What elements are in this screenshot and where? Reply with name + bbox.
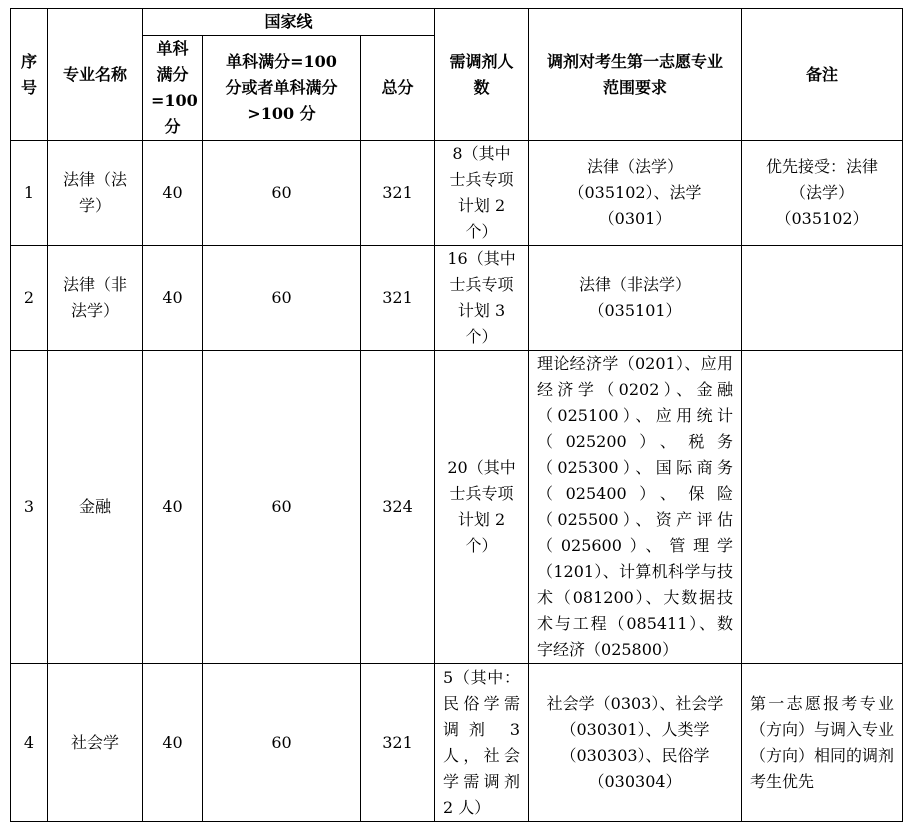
cell-need: 5（其中：民俗学需调剂 3 人，社会学需调剂 2 人）: [435, 664, 529, 822]
adjustment-table: [10, 8, 903, 822]
header-major: 专业名称: [48, 9, 143, 141]
cell-seq: 2: [11, 246, 48, 351]
cell-single-100: 40: [143, 351, 203, 664]
cell-single-gt100: 60: [203, 351, 361, 664]
header-remark: 备注: [742, 9, 903, 141]
table-row: [11, 246, 903, 351]
cell-scope: 社会学（0303）、社会学（030301）、人类学（030303）、民俗学（030304）: [529, 664, 742, 822]
cell-single-100: 40: [143, 664, 203, 822]
cell-major: 金融: [48, 351, 143, 664]
cell-total: 321: [361, 664, 435, 822]
cell-seq: 1: [11, 141, 48, 246]
cell-single-gt100: 60: [203, 141, 361, 246]
cell-major: 法律（法学）: [48, 141, 143, 246]
cell-total: 324: [361, 351, 435, 664]
cell-remark: 优先接受：法律（法学）（035102）: [742, 141, 903, 246]
cell-remark: [742, 246, 903, 351]
table-row: [11, 664, 903, 822]
header-row-1: [11, 9, 903, 36]
header-total: 总分: [361, 36, 435, 141]
cell-single-gt100: 60: [203, 664, 361, 822]
table-row: [11, 351, 903, 664]
cell-seq: 4: [11, 664, 48, 822]
cell-remark: [742, 351, 903, 664]
cell-total: 321: [361, 246, 435, 351]
cell-single-100: 40: [143, 246, 203, 351]
cell-need: 16（其中士兵专项计划 3 个）: [435, 246, 529, 351]
cell-single-gt100: 60: [203, 246, 361, 351]
cell-seq: 3: [11, 351, 48, 664]
header-seq: 序号: [11, 9, 48, 141]
cell-need: 20（其中士兵专项计划 2 个）: [435, 351, 529, 664]
header-national-line: 国家线: [143, 9, 435, 36]
cell-scope: 法律（法学）（035102）、法学（0301）: [529, 141, 742, 246]
cell-need: 8（其中士兵专项计划 2 个）: [435, 141, 529, 246]
cell-major: 法律（非法学）: [48, 246, 143, 351]
cell-scope: 理论经济学（0201）、应用经济学（0202）、金融（025100）、应用统计（025200）、税务（025300）、国际商务（025400）、保险（025500）、资产评估（025600）、管理学（1201）、计算机科学与技术（081200）、大数据技术与工程（085411）、数字经济（025800）: [529, 351, 742, 664]
cell-scope: 法律（非法学）（035101）: [529, 246, 742, 351]
table-row: [11, 141, 903, 246]
cell-total: 321: [361, 141, 435, 246]
header-single-gt100: 单科满分=100 分或者单科满分>100 分: [203, 36, 361, 141]
header-need: 需调剂人数: [435, 9, 529, 141]
header-scope: 调剂对考生第一志愿专业范围要求: [529, 9, 742, 141]
header-single-100: 单科满分=100分: [143, 36, 203, 141]
cell-remark: 第一志愿报考专业（方向）与调入专业（方向）相同的调剂考生优先: [742, 664, 903, 822]
cell-major: 社会学: [48, 664, 143, 822]
cell-single-100: 40: [143, 141, 203, 246]
